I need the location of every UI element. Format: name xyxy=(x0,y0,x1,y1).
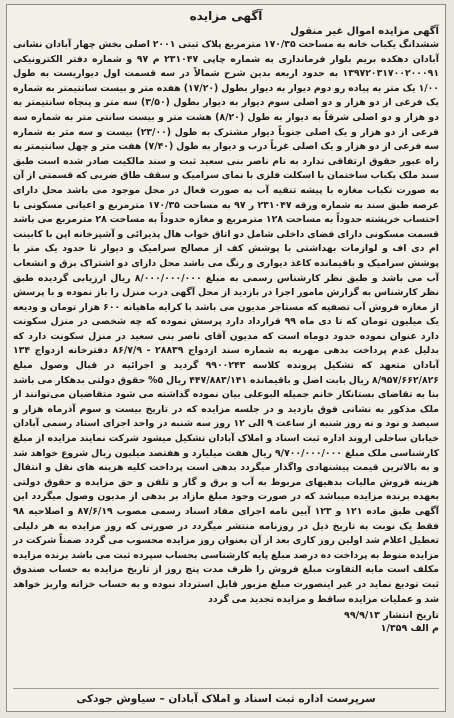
publish-date: تاریخ انتشار ۹۹/۹/۱۳ xyxy=(344,610,439,622)
notice-body: ششدانگ یکباب خانه به مساحت ۱۷۰/۳۵ مترمربع پلاک ثبتی ۲۰۰۱ اصلی بخش چهار آبادان نشانی آبادان دهکده بریم بلوار فرمانداری به شماره چاپی ۲۳۱۰۴۷ م ۹۷ و شماره دفتر الکترونیکی ۱۳۹۷۲۰۳۱۷۰۰۲۰۰۰۹۱ به حدود اربعه بدین شرح شمالاً در سه قسمت اول دیواریست به طول ۱/۰۰ یک متر به پیاده رو دوم دیوار به دیوار بطول (۱۷/۲۰) هفده متر و بیست سانتیمتر به شماره یک فرعی از دو هزار و دو اصلی سوم دیوار به دیوار بطول (۳/۵۰) سه متر و پنجاه سانتیمتر به دو هزار و دو اصلی شرقاً به دیوار به طول (۸/۲۰) هشت متر و بیست سانتی متر به شماره سه فرعی از دو هزار و یک اصلی جنوباً دیوار مشترک به طول (۲۳/۰۰) بیست و سه متر به شماره سه فرعی از دو هزار و یک اصلی غرباً درب و دیوار به طول (۷/۴۰) هفت متر و چهل سانتیمتر به راه عبور حقوق ارتفاقی ندارد به نام ناصر بنی سعید ثبت و سند مالکیت صادر شده است طبق سند ملک یکباب ساختمان با اسکلت فلزی با نمای سرامیک و سقف طاق ضربی که قسمتی از آن به صورت تکباب مغازه با پیشه تنقیه آب به صورت فعال در محل موجود می باشد محل دارای عرصه طبق سند به شماره ورقه ۲۳۱۰۴۷ ر ۹۷ به مساحت ۱۷۰/۳۵ مترمربع و اعیانی مسکونی با احتساب خرپشته حدوداً به مساحت ۱۲۸ مترمربع و مغازه حدوداً به مساحت ۲۸ مترمربع می باشد قسمت مسکونی دارای فضای داخلی شامل دو اتاق خواب هال پذیرائی و آشپزخانه اپن با کابینت ام دی اف و لوازمات بهداشتی با پوشش کف از مصالح سرامیک و دیوار تا حدود یک متر با پوشش سرامیک و باقیمانده کاغذ دیواری و رنگ می باشد محل دارای دو اشتراک برق و انشعاب آب می باشد و طبق نظر کارشناس رسمی به مبلغ ۸/۰۰۰/۰۰۰/۰۰۰ ریال ارزیابی گردیده طبق نظر کارشناس به گزارش مامور اجرا در بازدید از محل آگهی درب منزل را باز نموده و با پرسش از مغازه فروش آب تصفیه که مستاجر مدیون می باشد با کرایه ماهیانه ۶۰۰ هزار تومان و ودیعه یک میلیون تومان که تا دی ماه ۹۹ قرارداد دارد پرسش نموده که چه شخصی در منزل سکونت دارد عنوان نموده حدود دوماه است که مدیون آقای ناصر بنی سعید در منزل سکونت دارد که بدلیل عدم پرداخت بدهی مهریه به شماره سند ازدواج ۲۸۸۳۹ - ۸۶/۷/۹ دفترخانه ازدواج ۱۳۴ آبادان متعهد که تشکیل پرونده کلاسه ۹۹۰۰۲۴۳ گردید و اجرائیه در قبال وصول مبلغ ۸/۹۵۷/۶۶۲/۸۲۶ ریال بابت اصل و باقیمانده ۴۴۷/۸۸۳/۱۴۱ ریال ۵% حقوق دولتی بدهکار می باشد بنا به تقاضای بستانکار خانم جمیله البوعلی بیان نموده گذاشته می شود متقاضیان می‌توانند از ملک مذکور به نشانی فوق بازدید و در جلسه مزایده که در تاریخ بیست و سوم آذرماه هزار و سیصد و نود و نه روز شنبه از ساعت ۹ الی ۱۲ روز سه شنبه در واحد اجرای اسناد رسمی آبادان خیابان ساحلی اروند اداره ثبت اسناد و املاک آبادان تشکیل میشود شرکت نمایند مزایده از مبلغ کارشناسی ملک مبلغ ۹/۷۰۰/۰۰۰/۰۰۰ ریال هفت میلیارد و هفتصد میلیون ریال شروع خواهد شد و به بالاترین قیمت پیشنهادی واگذار میگردد بدهی است پرداخت کلیه هزینه های نقل و انتقال هزینه فروش مالیات بدهیهای مربوط به آب و برق و گاز و تلفن و حق مزایده و حقوق دولتی بعهده برنده مزایده میباشد که در صورت وجود مبلغ مازاد بر بدهی از مدیون وصول میگردد این آگهی طبق ماده ۱۲۱ و ۱۲۳ آیین نامه اجرای مفاد اسناد رسمی مصوب ۸۷/۶/۱۹ و اصلاحیه ۹۸ فقط یک نوبت به تاریخ ذیل در روزنامه منتشر میگردد در صورتی که روز مزایده به هر دلیلی تعطیل اعلام شد اولین روز کاری بعد از آن بعنوان روز مزایده محسوب می گردد ضمناً شرکت در مزایده منوط به پرداخت ده درصد مبلغ پایه کارشناسی بحساب سپرده ثبت می باشد برنده مزایده مکلف است مابه التفاوت مبلغ فروش را ظرف مدت پنج روز از تاریخ مزایده به حساب صندوق ثبت تودیع نماید در غیر اینصورت مبلغ مزبور قابل استرداد نبوده و به حساب خزانه واریز خواهد شد و عملیات مزایده ساقط و مزایده تجدید می گردد xyxy=(13,39,440,605)
reference-number: م الف ۱/۳۵۹ xyxy=(380,623,439,635)
notice-subtitle: آگهی مزایده اموال غیر منقول xyxy=(290,26,439,37)
notice-title: آگهی مزایده xyxy=(189,9,263,23)
signature-line: سرپرست اداره ثبت اسناد و املاک آبادان – سیاوش جودکی xyxy=(13,688,439,705)
newspaper-clipping xyxy=(6,4,446,712)
date-block xyxy=(13,609,439,635)
notice-content xyxy=(13,9,439,707)
